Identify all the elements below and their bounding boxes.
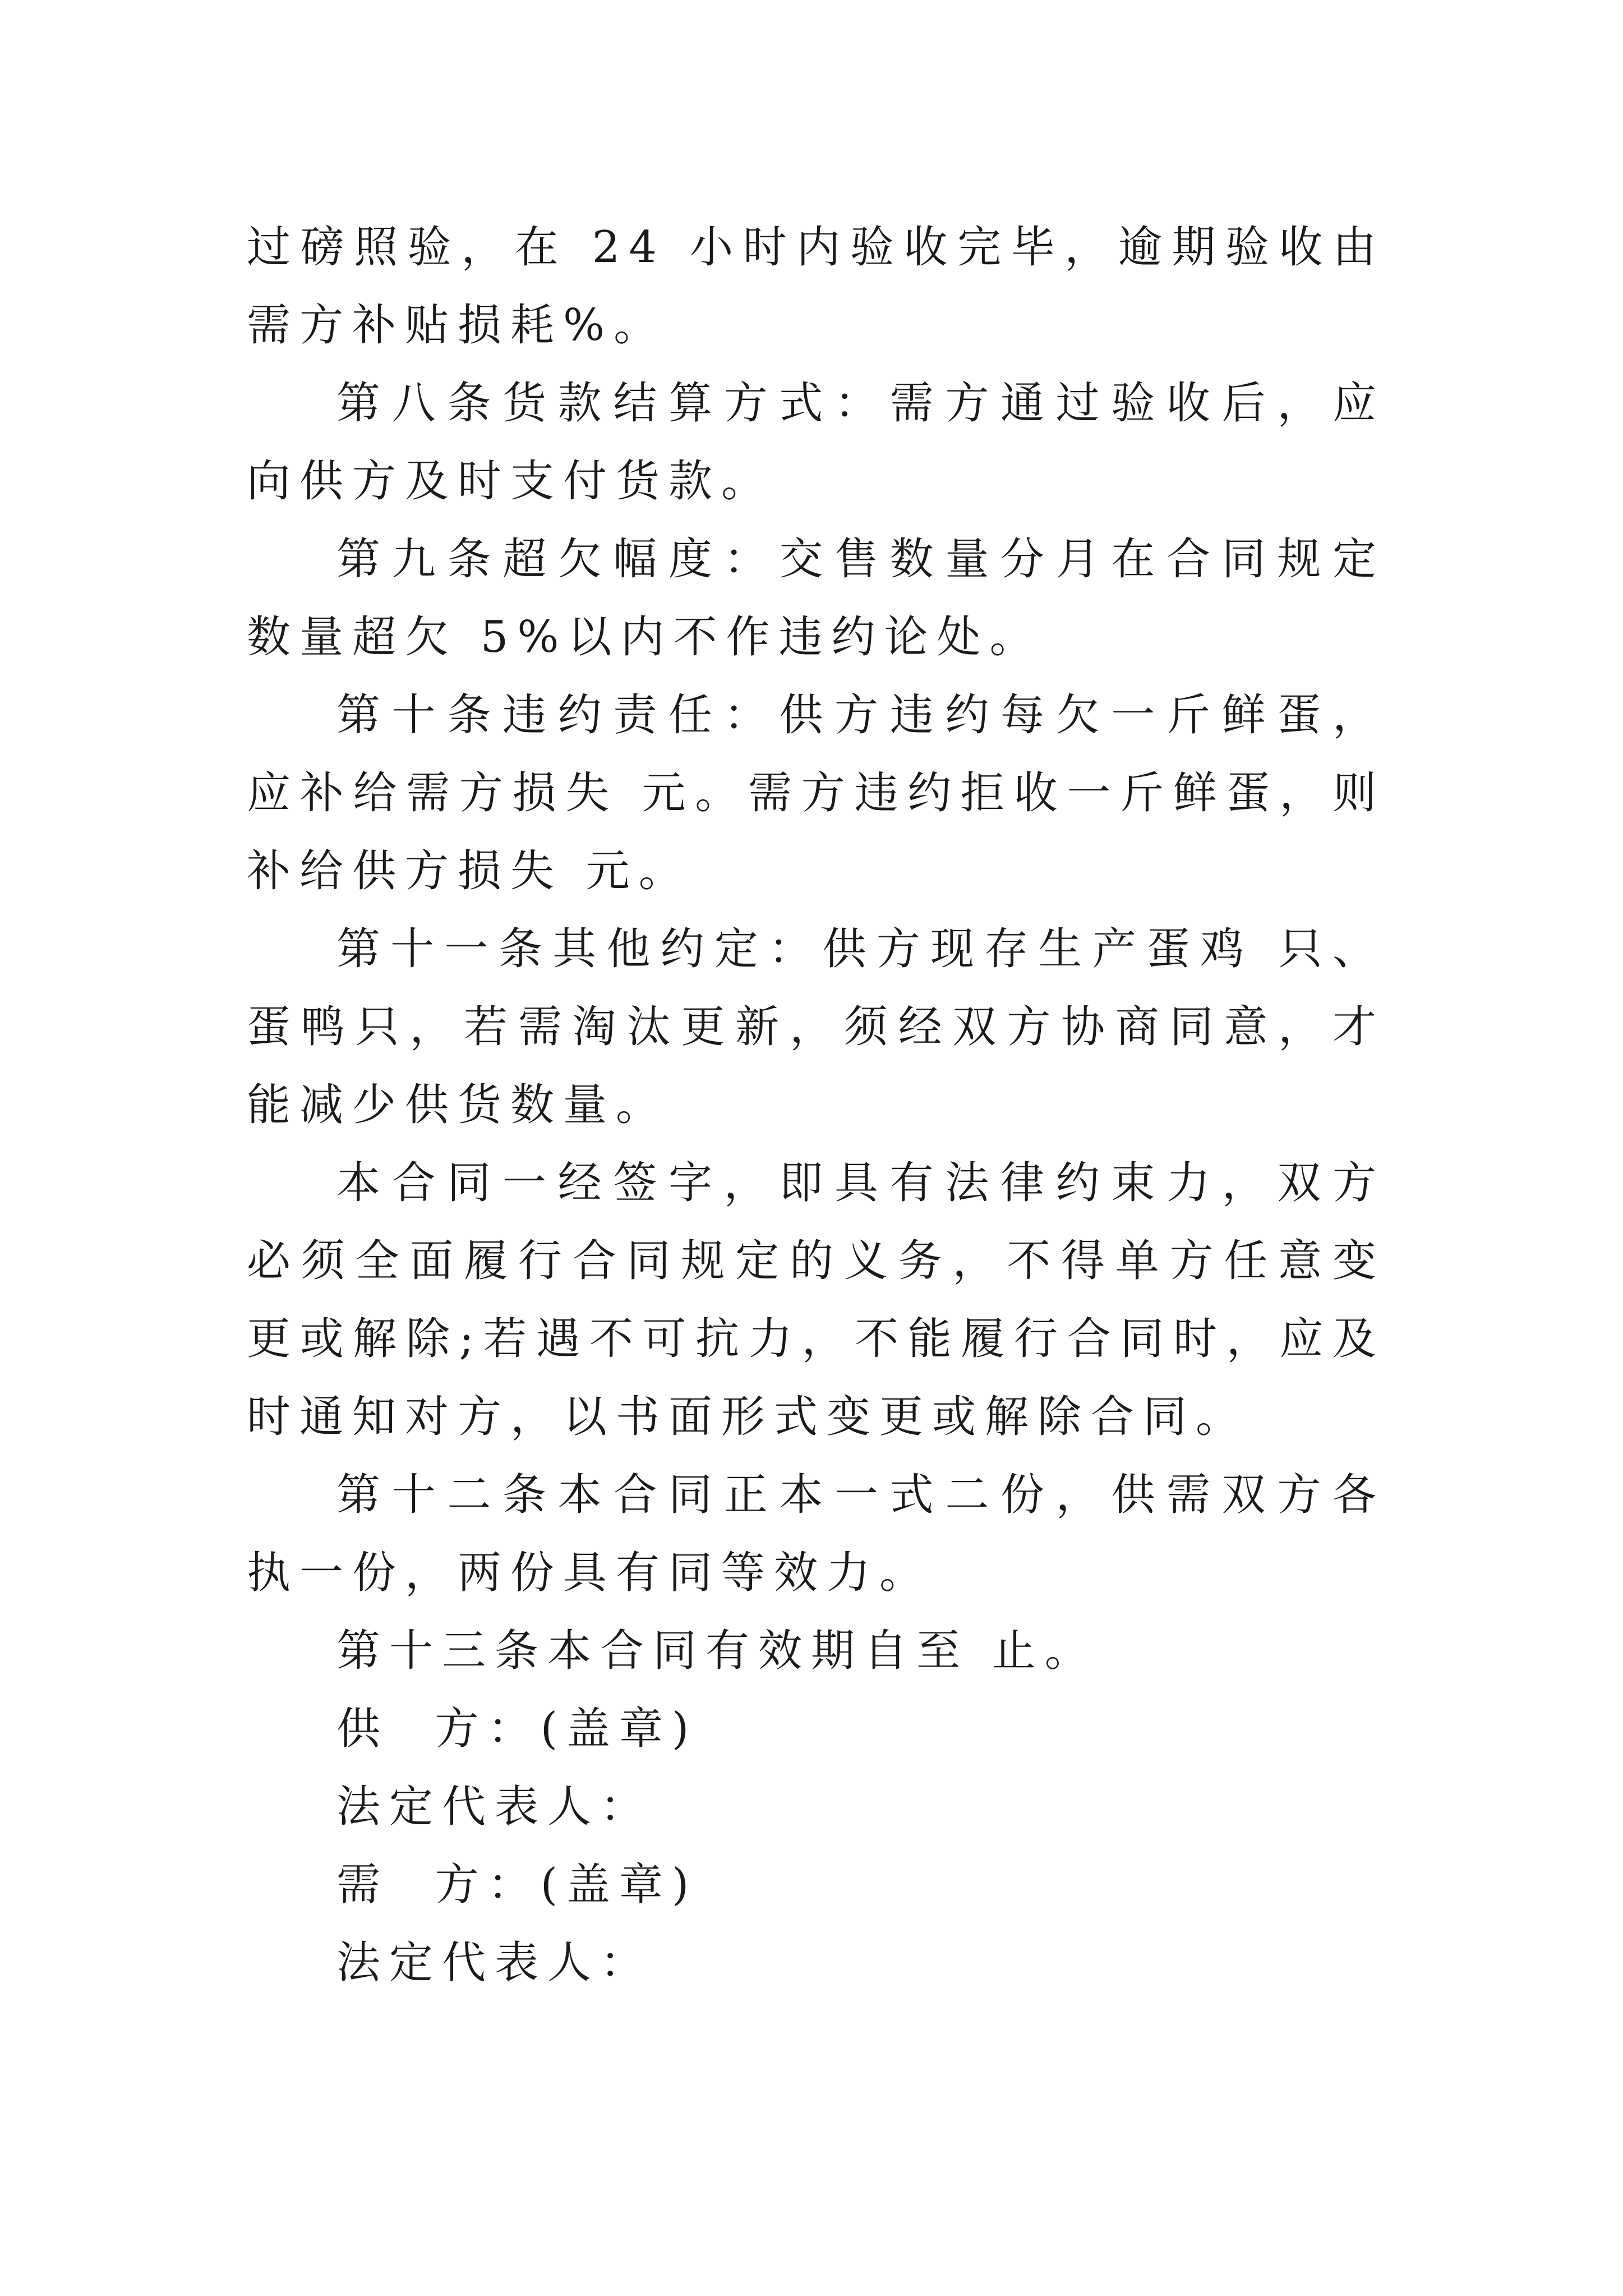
document-page: [247, 209, 1385, 2002]
paragraph-binding-force: 本合同一经签字，即具有法律约束力，双方必须全面履行合同规定的义务，不得单方任意变更或解除;若遇不可抗力，不能履行合同时，应及时通知对方，以书面形式变更或解除合同。: [247, 1158, 1385, 1442]
buyer-representative-line: 法定代表人：: [336, 1938, 653, 1988]
paragraph-article-12-copies: 第十二条本合同正本一式二份，供需双方各执一份，两份具有同等效力。: [247, 1470, 1385, 1598]
paragraph-acceptance-terms: 过磅照验，在 24 小时内验收完毕，逾期验收由需方补贴损耗%。: [247, 222, 1385, 351]
paragraph-article-10-liability: 第十条违约责任：供方违约每欠一斤鲜蛋，应补给需方损失 元。需方违约拒收一斤鲜蛋，则补给供方损失 元。: [247, 690, 1385, 896]
supplier-seal-line: 供 方：(盖章): [336, 1704, 698, 1754]
buyer-seal-line: 需 方：(盖章): [336, 1860, 698, 1910]
paragraph-article-11-other: 第十一条其他约定：供方现存生产蛋鸡 只、蛋鸭只，若需淘汰更新，须经双方协商同意，才能减少供货数量。: [247, 924, 1385, 1130]
paragraph-article-13-validity: 第十三条本合同有效期自至 止。: [336, 1626, 1098, 1676]
paragraph-article-9-tolerance: 第九条超欠幅度：交售数量分月在合同规定数量超欠 5%以内不作违约论处。: [247, 534, 1385, 662]
paragraph-article-8-payment: 第八条货款结算方式：需方通过验收后，应向供方及时支付货款。: [247, 378, 1385, 507]
supplier-representative-line: 法定代表人：: [336, 1782, 653, 1832]
